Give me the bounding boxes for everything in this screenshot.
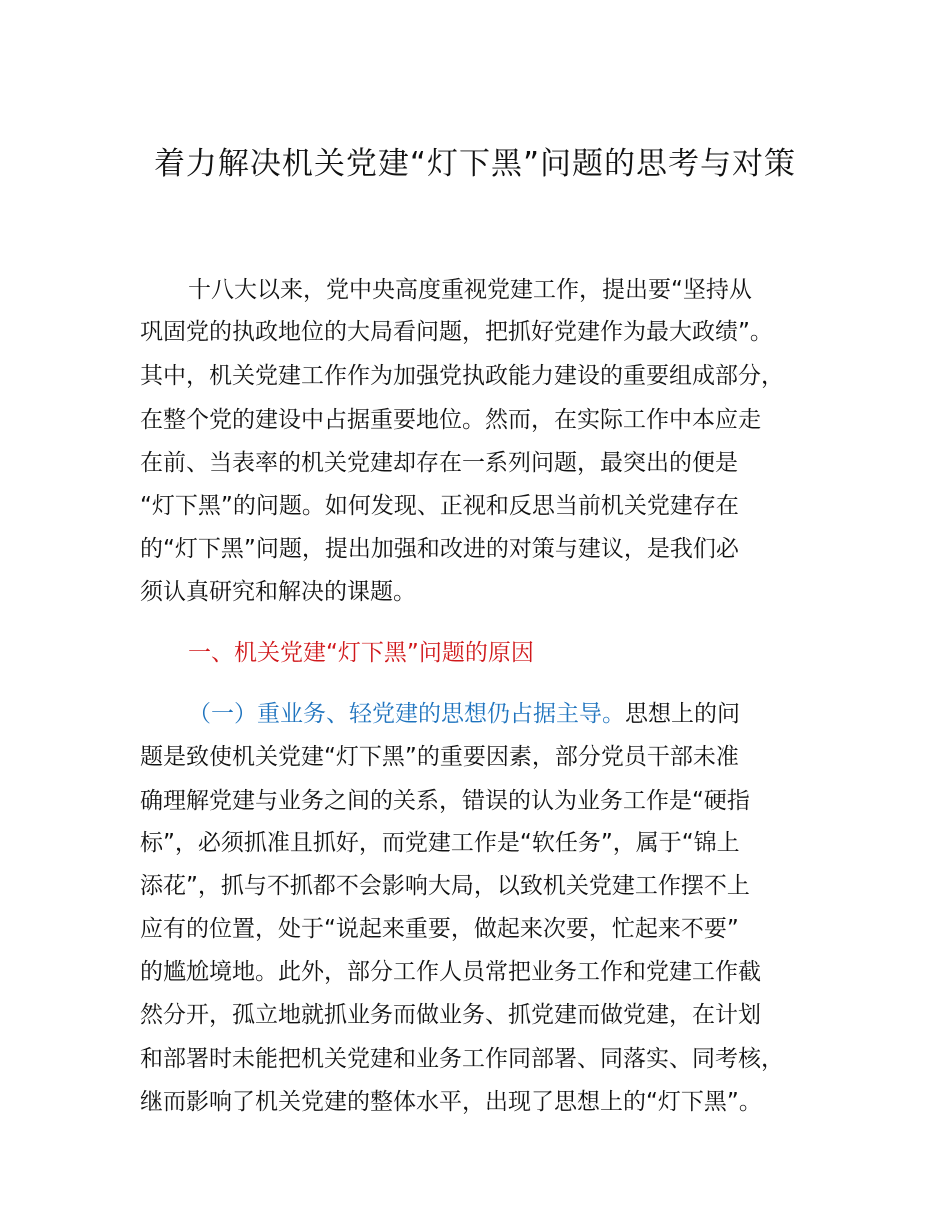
body-line: 确理解党建与业务之间的关系，错误的认为业务工作是“硬指 bbox=[140, 788, 750, 814]
intro-line: 其中，机关党建工作作为加强党执政能力建设的重要组成部分， bbox=[140, 363, 784, 389]
body-line: 和部署时未能把机关党建和业务工作同部署、同落实、同考核， bbox=[140, 1046, 784, 1072]
subsection-first-line bbox=[188, 699, 740, 729]
intro-line: “灯下黑”的问题。如何发现、正视和反思当前机关党建存在 bbox=[140, 493, 739, 519]
intro-line: 十八大以来，党中央高度重视党建工作，提出要“坚持从 bbox=[188, 277, 752, 303]
subsection-first-line-rest: 思想上的问 bbox=[625, 701, 740, 727]
body-line: 标”，必须抓准且抓好，而党建工作是“软任务”，属于“锦上 bbox=[140, 830, 740, 856]
body-line: 的尴尬境地。此外，部分工作人员常把业务工作和党建工作截 bbox=[140, 959, 761, 985]
body-line: 然分开，孤立地就抓业务而做业务、抓党建而做党建，在计划 bbox=[140, 1002, 761, 1028]
intro-line: 在整个党的建设中占据重要地位。然而，在实际工作中本应走 bbox=[140, 407, 761, 433]
intro-line: 巩固党的执政地位的大局看问题，把抓好党建作为最大政绩”。 bbox=[140, 319, 773, 345]
body-line: 题是致使机关党建“灯下黑”的重要因素，部分党员干部未准 bbox=[140, 744, 739, 770]
intro-line: 须认真研究和解决的课题。 bbox=[140, 579, 416, 605]
document-title: 着力解决机关党建“灯下黑”问题的思考与对策 bbox=[153, 146, 797, 182]
body-line: 添花”，抓与不抓都不会影响大局，以致机关党建工作摆不上 bbox=[140, 873, 750, 899]
intro-line: 在前、当表率的机关党建却存在一系列问题，最突出的便是 bbox=[140, 450, 738, 476]
subsection-heading: （一）重业务、轻党建的思想仍占据主导。 bbox=[188, 701, 625, 727]
body-line: 应有的位置，处于“说起来重要，做起来次要，忙起来不要” bbox=[140, 916, 739, 942]
section-heading: 一、机关党建“灯下黑”问题的原因 bbox=[188, 640, 534, 666]
intro-line: 的“灯下黑”问题，提出加强和改进的对策与建议，是我们必 bbox=[140, 536, 739, 562]
body-line: 继而影响了机关党建的整体水平，出现了思想上的“灯下黑”。 bbox=[140, 1089, 762, 1115]
